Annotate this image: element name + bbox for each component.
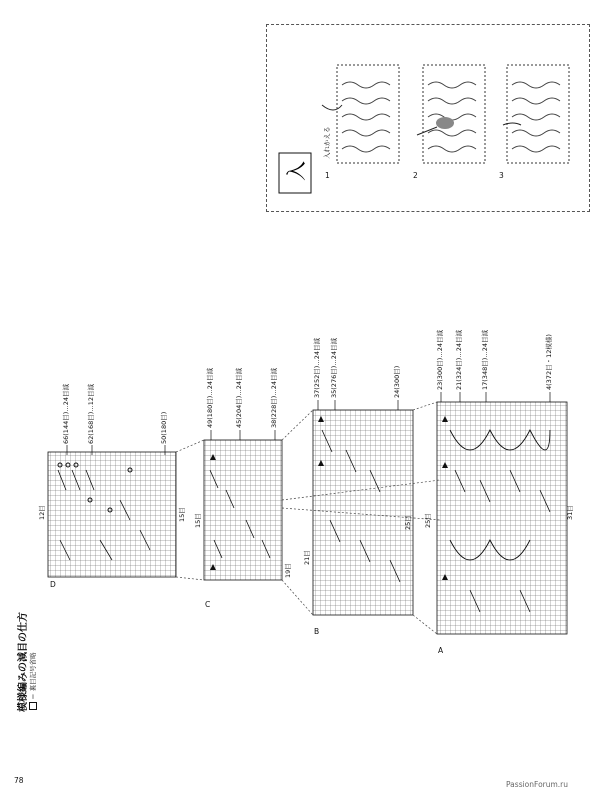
chart-b-stitch-bottom: 25目 [404, 515, 412, 530]
chart-a-row-4: 4(372目・12模様) [545, 334, 553, 390]
chart-c-row-1: 49(180目)…24目減 [206, 367, 214, 428]
chart-d-grid [48, 452, 176, 577]
chart-b-row-1: 37(252目)…24目減 [313, 337, 321, 398]
chart-a-stitch-bottom: 31目 [566, 505, 574, 520]
chart-a-row-1: 23(300目)…24目減 [436, 329, 444, 390]
step-1-label: 入れかえる [323, 126, 331, 159]
chart-c-row-3: 38(228目)…24目減 [270, 367, 278, 428]
chart-b-row-3: 24(300目) [393, 365, 401, 398]
chart-a-label: A [438, 646, 444, 655]
step-2-number: 2 [413, 171, 418, 180]
page-title: 模様編みの減目の仕方 [18, 612, 29, 712]
chart-c-stitch-bottom: 19目 [284, 563, 292, 578]
chart-a-row-2: 21(324目)…24目減 [455, 329, 463, 390]
chart-d-row-1: 66(144目)…24目減 [62, 383, 70, 444]
chart-d-label: D [50, 580, 56, 589]
decrease-symbol-icon: 入 [284, 161, 308, 181]
chart-b-grid [313, 410, 413, 615]
chart-b-label: B [314, 627, 320, 636]
chart-c-grid [204, 440, 282, 580]
chart-d-row-3: 50(180目) [160, 411, 168, 444]
chart-c-stitch-top: 15目 [194, 513, 202, 528]
step-3-number: 3 [499, 171, 504, 180]
chart-a-grid [437, 402, 567, 634]
watermark: PassionForum.ru [506, 780, 569, 789]
chart-c-label: C [205, 600, 211, 609]
chart-d-row-2: 62(168目)…12目減 [87, 383, 95, 444]
chart-b-row-2: 35(276目)…24目減 [330, 337, 338, 398]
chart-a-stitch-top: 25目 [424, 513, 432, 528]
page-number: 78 [14, 776, 24, 785]
step-1-number: 1 [325, 171, 330, 180]
chart-d-stitch-top: 12目 [38, 505, 46, 520]
chart-d-stitch-bottom: 15目 [178, 507, 186, 522]
legend-note: ＝ 裏目記号省略 [29, 652, 37, 710]
chart-c-row-2: 45(204目)…24目減 [235, 367, 243, 428]
chart-b-stitch-top: 21目 [303, 550, 311, 565]
chart-a-row-3: 17(348目)…24目減 [481, 329, 489, 390]
